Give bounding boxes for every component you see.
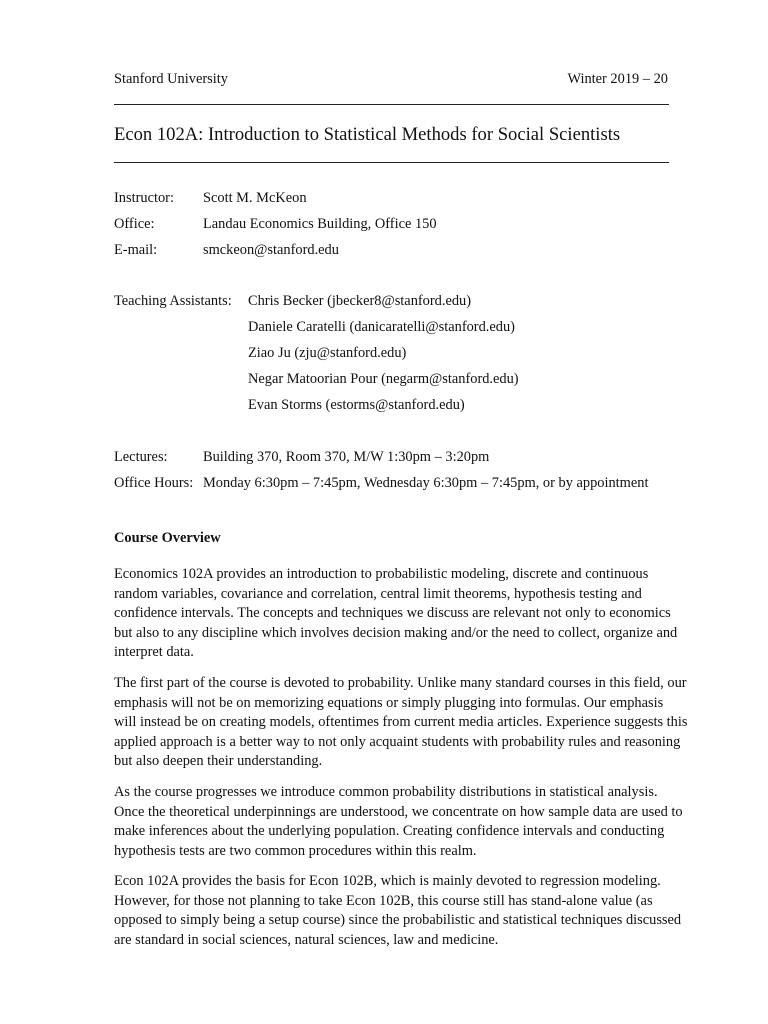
- office-hours-info: Monday 6:30pm – 7:45pm, Wednesday 6:30pm – 7:45pm, or by appointment: [203, 475, 649, 491]
- ta-entry: Negar Matoorian Pour (negarm@stanford.edu): [248, 371, 519, 387]
- ta-entry: Evan Storms (estorms@stanford.edu): [248, 397, 465, 413]
- header-rule-bottom: [114, 162, 669, 163]
- office-location: Landau Economics Building, Office 150: [203, 216, 437, 232]
- ta-label: Teaching Assistants:: [114, 293, 232, 309]
- overview-paragraph-2: [114, 674, 689, 772]
- paragraph-text: As the course progresses we introduce common probability distributions in statistical analysis. Once the theoretical underpinnings are understood, we concentrate on how sample data are used to make inferences about the underlying population. Creating confidence intervals and conducting hypothesis tests are two common procedures within this realm.: [114, 784, 683, 859]
- office-hours-label: Office Hours:: [114, 475, 194, 491]
- lectures-label: Lectures:: [114, 449, 168, 465]
- overview-paragraph-1: [114, 565, 689, 663]
- instructor-label: Instructor:: [114, 190, 174, 206]
- paragraph-text: Economics 102A provides an introduction to probabilistic modeling, discrete and continuous random variables, covariance and correlation, central limit theorems, hypothesis testing and confidence intervals. The concepts and techniques we discuss are relevant not only to economics but also to any discipline which involves decision making and/or the need to collect, organize and interpret data.: [114, 566, 678, 661]
- office-label: Office:: [114, 216, 155, 232]
- instructor-email: smckeon@stanford.edu: [203, 242, 339, 258]
- section-heading-course-overview: Course Overview: [114, 530, 221, 546]
- header-rule-top: [114, 104, 669, 105]
- overview-paragraph-4: [114, 872, 689, 950]
- email-label: E-mail:: [114, 242, 158, 258]
- overview-paragraph-3: [114, 783, 689, 861]
- ta-entry: Ziao Ju (zju@stanford.edu): [248, 345, 407, 361]
- ta-entry: Daniele Caratelli (danicaratelli@stanford.edu): [248, 319, 515, 335]
- term-label: Winter 2019 – 20: [567, 71, 668, 87]
- course-title: Econ 102A: Introduction to Statistical Methods for Social Scientists: [114, 124, 621, 145]
- paragraph-text: Econ 102A provides the basis for Econ 102B, which is mainly devoted to regression modeling. However, for those not planning to take Econ 102B, this course still has stand-alone value (as opposed to simply being a setup course) since the probabilistic and statistical techniques discussed are standard in social sciences, natural sciences, law and medicine.: [114, 873, 682, 948]
- instructor-name: Scott M. McKeon: [203, 190, 307, 206]
- ta-entry: Chris Becker (jbecker8@stanford.edu): [248, 293, 472, 309]
- institution-name: Stanford University: [114, 71, 228, 87]
- lectures-info: Building 370, Room 370, M/W 1:30pm – 3:20pm: [203, 449, 490, 465]
- paragraph-text: The first part of the course is devoted to probability. Unlike many standard courses in this field, our emphasis will not be on memorizing equations or simply plugging into formulas. Our emphasis will instead be on creating models, oftentimes from current media articles. Experience suggests this applied approach is a better way to not only acquaint students with probability rules and reasoning but also deepen their understanding.: [114, 675, 688, 770]
